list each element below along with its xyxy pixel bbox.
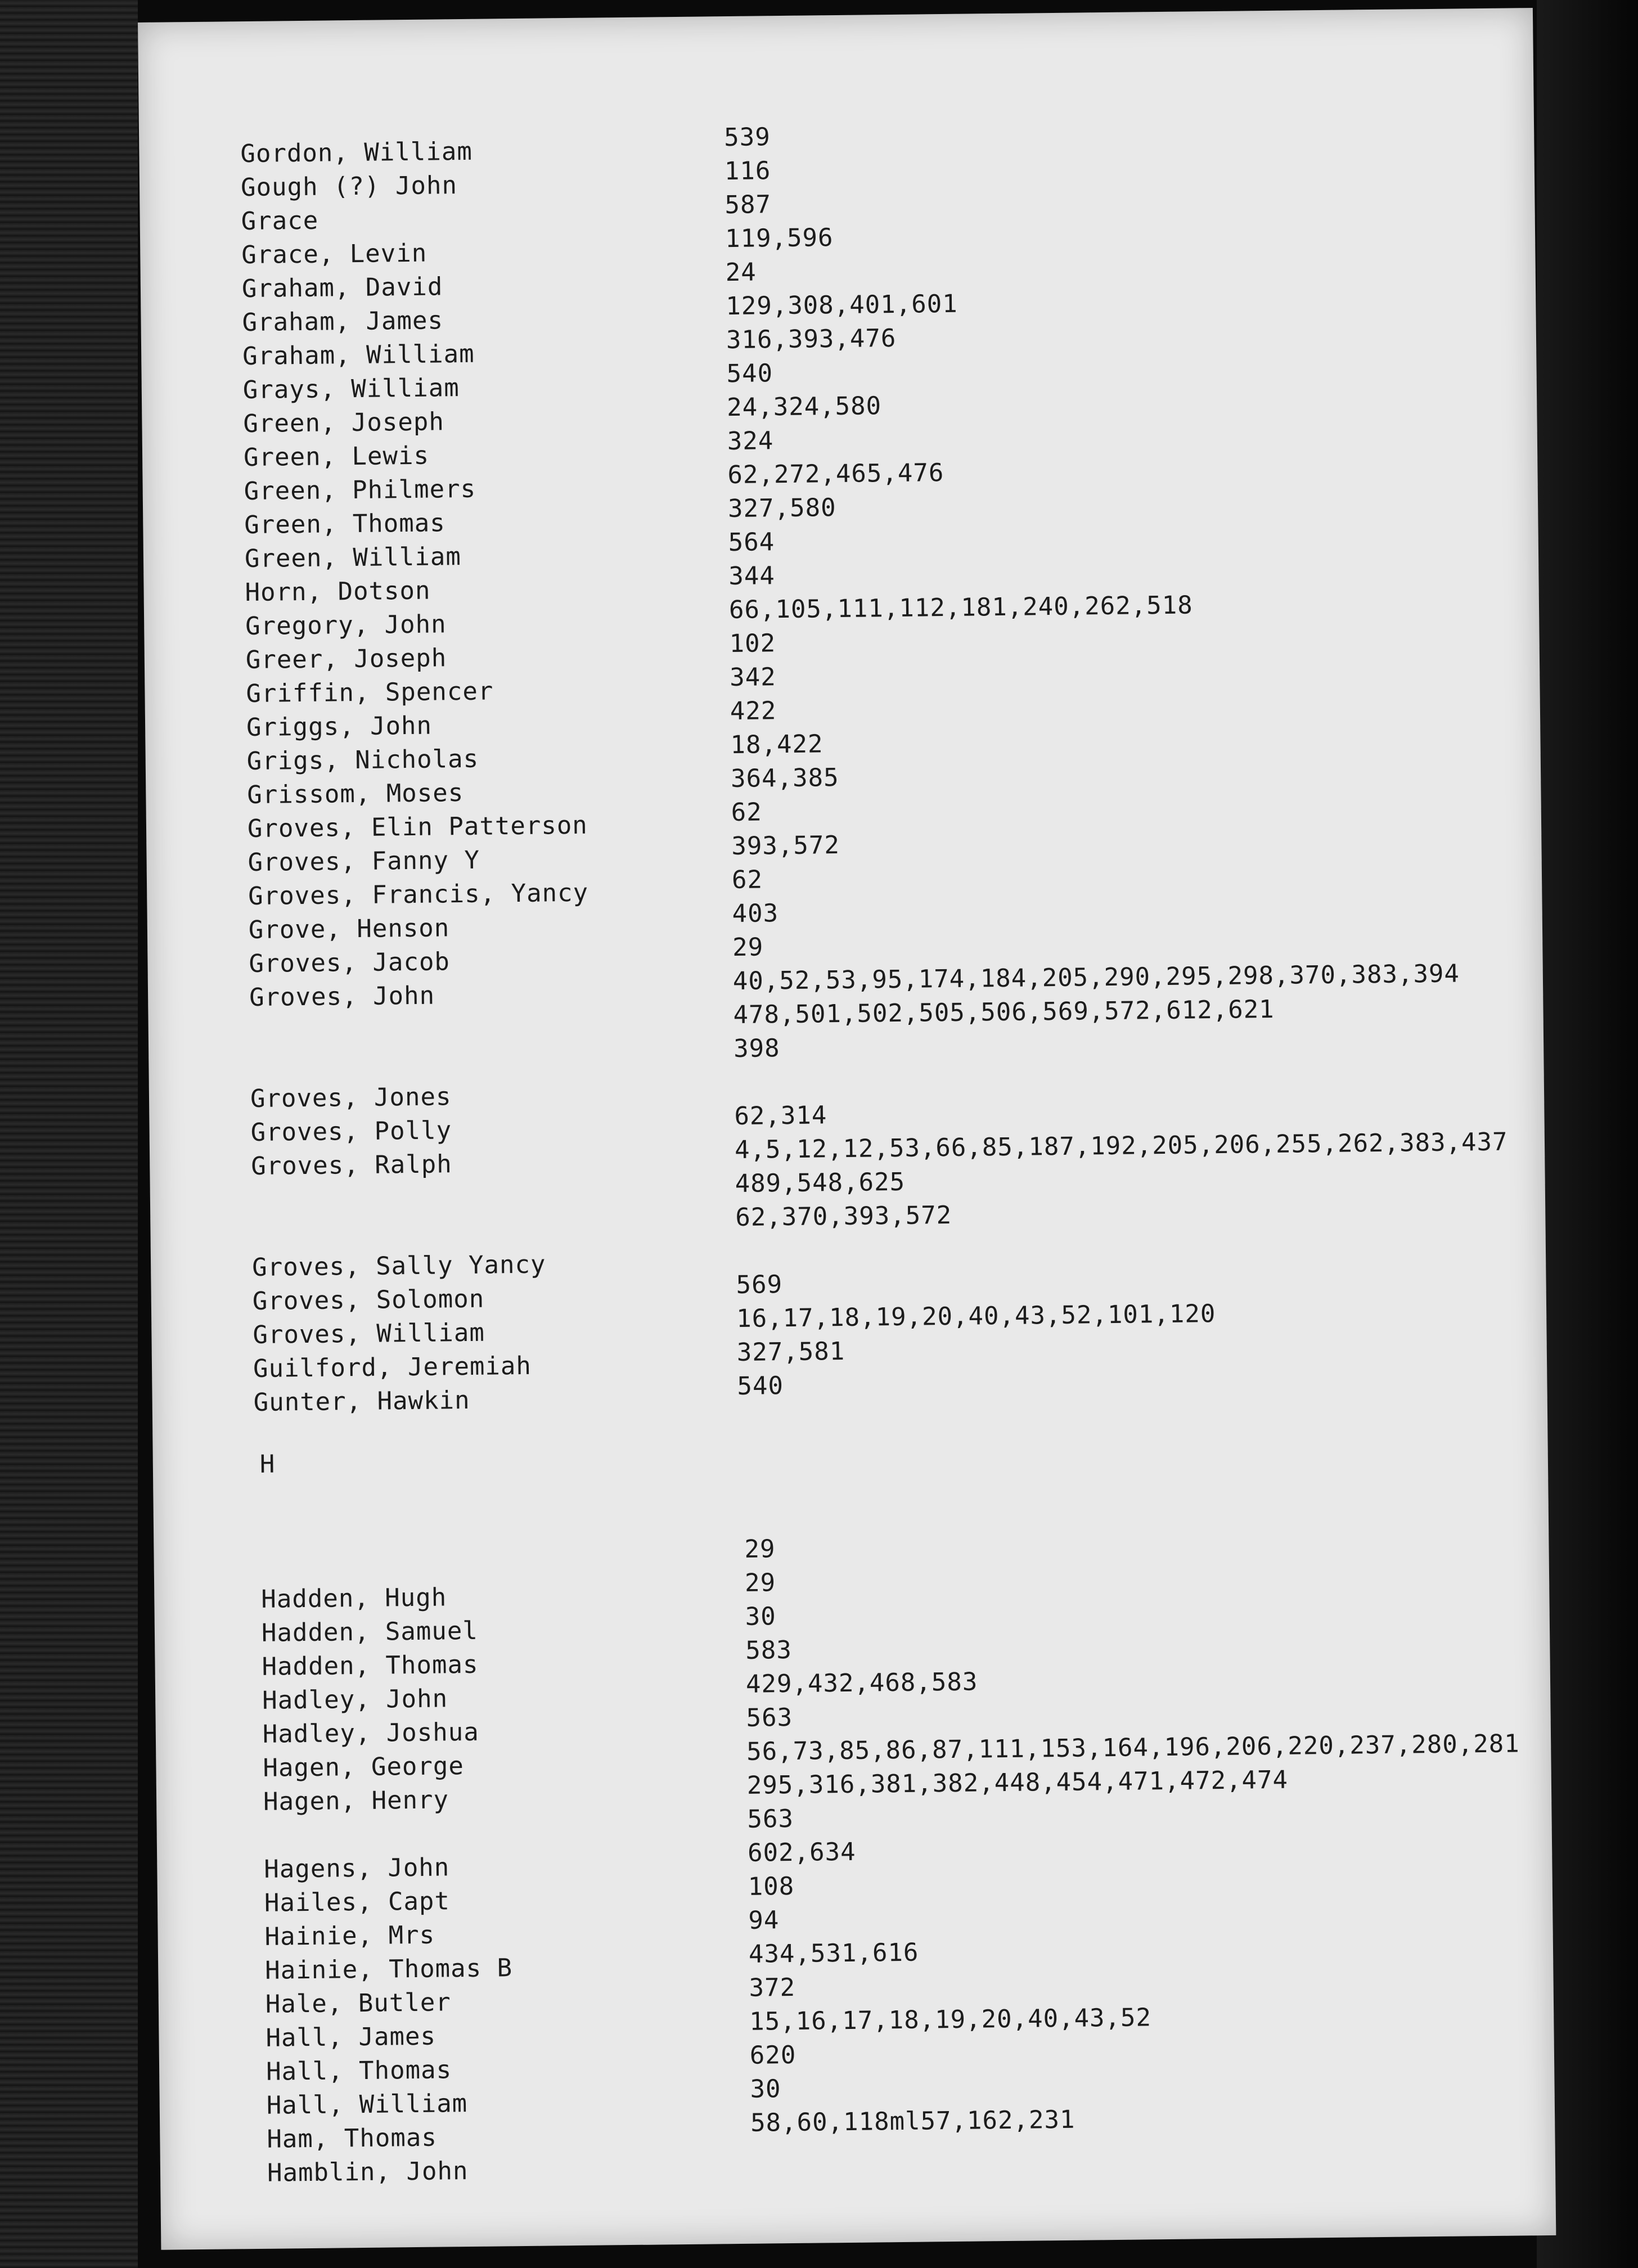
entry-pages: 29 (744, 1568, 776, 1598)
entry-name: Green, Lewis (243, 441, 430, 472)
entry-pages: 327,580 (727, 493, 836, 524)
entry-name: Graham, James (242, 306, 444, 338)
entry-name: Grigs, Nicholas (246, 744, 479, 776)
entry-name: Groves, Jones (250, 1082, 452, 1114)
entry-name: Guilford, Jeremiah (253, 1351, 532, 1383)
entry-pages: 489,548,625 (735, 1167, 906, 1198)
entry-name: Hall, William (266, 2089, 468, 2120)
section-letter-h: H (259, 1450, 275, 1479)
entry-name: Grays, William (242, 374, 460, 405)
entry-pages: 342 (729, 663, 776, 692)
entry-name: Ham, Thomas (267, 2123, 438, 2154)
entry-pages: 563 (746, 1703, 793, 1732)
entry-pages: 62,314 (734, 1101, 827, 1131)
entry-pages: 569 (736, 1270, 783, 1299)
entry-pages: 540 (726, 359, 773, 389)
entry-name: Hall, James (266, 2022, 436, 2053)
entry-name: Gordon, William (240, 137, 473, 169)
entry-pages: 66,105,111,112,181,240,262,518 (728, 591, 1193, 625)
entry-name: Hagen, George (263, 1752, 465, 1783)
entry-pages: 327,581 (736, 1336, 845, 1367)
entry-name: Gough (?) John (240, 171, 458, 202)
entry-name: Hainie, Mrs (264, 1920, 435, 1951)
entry-pages: 587 (724, 190, 772, 220)
entry-pages: 129,308,401,601 (726, 289, 958, 321)
entry-pages: 24,324,580 (726, 392, 882, 422)
entry-pages: 403 (732, 899, 779, 929)
entry-pages: 29 (744, 1534, 776, 1564)
index-entries-g (240, 123, 1547, 1422)
entry-pages: 56,73,85,86,87,111,153,164,196,206,220,237,280,281 (746, 1729, 1520, 1766)
entry-pages: 583 (745, 1635, 793, 1665)
entry-pages: 540 (737, 1371, 784, 1401)
entry-name: Hadden, Samuel (261, 1616, 479, 1648)
entry-name: Horn, Dotson (245, 576, 431, 608)
entry-name: Hadden, Hugh (261, 1583, 447, 1614)
entry-pages: 16,17,18,19,20,40,43,52,101,120 (736, 1299, 1216, 1333)
entry-name: Groves, Elin Patterson (247, 811, 588, 844)
entry-name: Green, William (244, 542, 462, 574)
entry-name: Hagen, Henry (263, 1785, 449, 1816)
entry-pages: 422 (730, 696, 777, 726)
entry-pages: 62,272,465,476 (727, 458, 944, 490)
entry-pages: 108 (748, 1871, 795, 1901)
entry-name: Hailes, Capt (264, 1887, 451, 1918)
entry-pages: 398 (733, 1034, 780, 1064)
entry-name: Hall, Thomas (266, 2055, 452, 2086)
entry-name: Hale, Butler (265, 1988, 452, 2019)
entry-name: Groves, Jacob (249, 947, 451, 979)
entry-name: Griffin, Spencer (246, 677, 494, 709)
entry-name: Gregory, John (245, 610, 447, 641)
entry-name: Green, Joseph (243, 407, 445, 439)
entry-name: Hamblin, John (267, 2157, 469, 2188)
entry-pages: 429,432,468,583 (745, 1667, 978, 1699)
document-page (138, 8, 1556, 2250)
entry-pages: 102 (729, 629, 776, 659)
entry-name: Groves, Fanny Y (248, 845, 480, 878)
entry-pages: 539 (723, 123, 771, 152)
entry-name: Green, Philmers (244, 474, 476, 506)
entry-pages: 478,501,502,505,506,569,572,612,621 (733, 994, 1275, 1030)
index-entries-h (260, 1534, 1561, 2193)
entry-name: Groves, Francis, Yancy (248, 878, 589, 911)
entry-name: Groves, Polly (250, 1116, 452, 1148)
scan-left-border (0, 0, 138, 2268)
entry-pages: 620 (749, 2040, 796, 2070)
entry-pages: 434,531,616 (748, 1938, 919, 1969)
entry-name: Green, Thomas (244, 508, 446, 540)
entry-pages: 344 (728, 561, 776, 591)
entry-name: Hainie, Thomas B (265, 1954, 513, 1985)
entry-name: Grissom, Moses (247, 778, 464, 810)
entry-pages: 295,316,381,382,448,454,471,472,474 (746, 1765, 1289, 1800)
entry-pages: 40,52,53,95,174,184,205,290,295,298,370,383,394 (732, 959, 1460, 996)
entry-name: Groves, Ralph (251, 1150, 452, 1181)
entry-name: Groves, William (253, 1318, 485, 1349)
entry-name: Grace, Levin (241, 238, 428, 270)
entry-pages: 30 (745, 1602, 776, 1631)
entry-name: Hadley, Joshua (262, 1717, 480, 1749)
entry-pages: 602,634 (747, 1837, 856, 1868)
entry-name: Groves, Sally Yancy (251, 1250, 546, 1282)
entry-pages: 372 (749, 1973, 796, 2002)
entry-name: Grove, Henson (248, 914, 450, 945)
entry-pages: 62 (731, 865, 763, 895)
entry-pages: 563 (747, 1804, 794, 1834)
entry-pages: 18,422 (730, 730, 824, 760)
entry-name: Greer, Joseph (245, 644, 447, 675)
entry-name: Groves, Solomon (252, 1284, 485, 1316)
entry-pages: 119,596 (724, 223, 834, 254)
entry-name: Grace (241, 206, 319, 236)
entry-name: Gunter, Hawkin (253, 1385, 470, 1417)
entry-pages: 324 (727, 426, 774, 456)
entry-pages: 30 (750, 2074, 781, 2104)
entry-name: Hagens, John (264, 1853, 450, 1884)
entry-pages: 94 (748, 1906, 780, 1935)
entry-name: Griggs, John (246, 711, 433, 742)
entry-name: Graham, William (242, 339, 475, 371)
entry-pages: 15,16,17,18,19,20,40,43,52 (749, 2003, 1152, 2036)
entry-name: Hadden, Thomas (262, 1650, 479, 1681)
entry-pages: 564 (728, 528, 775, 557)
entry-name: Groves, John (249, 981, 435, 1012)
entry-pages: 4,5,12,12,53,66,85,187,192,205,206,255,262,383,437 (734, 1127, 1508, 1164)
entry-name: Hadley, John (262, 1684, 448, 1715)
entry-pages: 116 (724, 156, 771, 186)
entry-pages: 62 (731, 798, 763, 827)
entry-pages: 29 (732, 933, 764, 962)
entry-pages: 364,385 (730, 763, 839, 794)
entry-name: Graham, David (241, 272, 443, 304)
entry-pages: 316,393,476 (726, 323, 897, 355)
entry-pages: 58,60,118ml57,162,231 (750, 2105, 1076, 2138)
entry-pages: 62,370,393,572 (735, 1200, 952, 1232)
entry-pages: 24 (725, 258, 757, 287)
entry-pages: 393,572 (731, 831, 840, 861)
